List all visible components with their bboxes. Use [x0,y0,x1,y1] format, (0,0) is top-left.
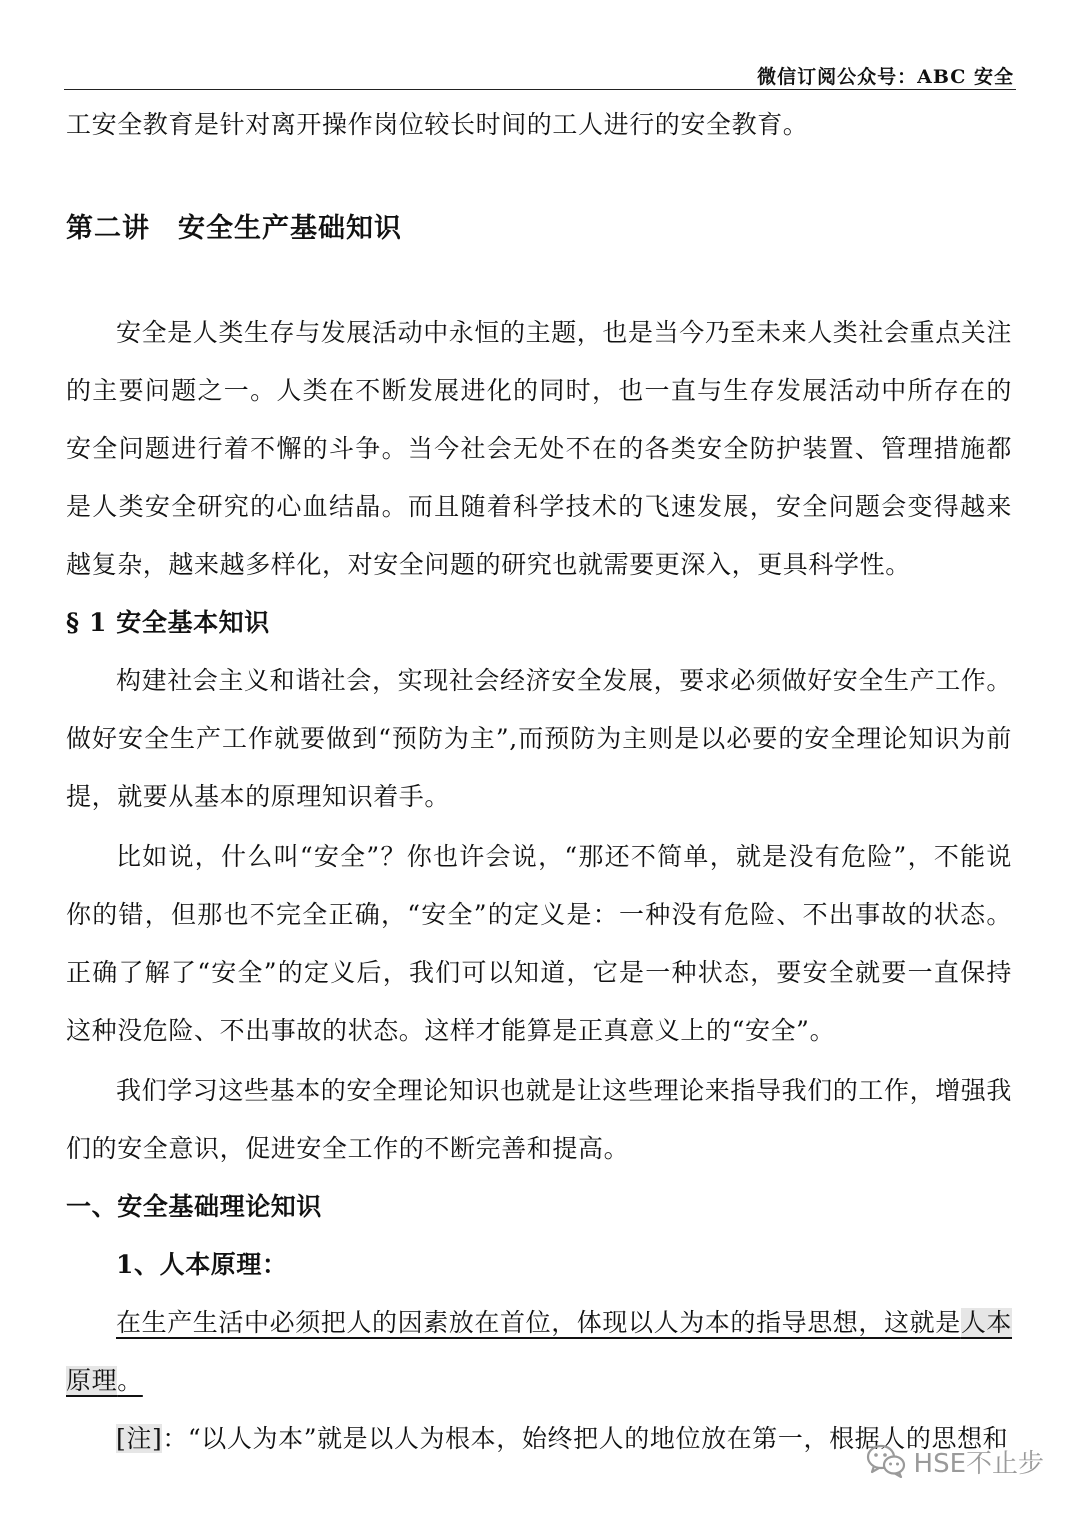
principle-text: 在生产生活中必须把人的因素放在首位，体现以人为本的指导思想，这就是 [116,1308,961,1337]
page-header: 微信订阅公众号：ABC 安全 [757,66,1014,88]
wechat-icon [866,1444,906,1478]
note-mark: [注] [116,1424,163,1453]
document-body [66,96,1012,1468]
principle-end: 。 [117,1366,143,1395]
section-title: § 1 安全基本知识 [66,608,270,637]
watermark-text: HSE不止步 [913,1448,1044,1479]
lecture-title [66,200,1012,258]
principle-highlight: 人本原理 [66,1308,1013,1395]
lecture-name: 安全生产基础知识 [178,213,402,244]
watermark [866,1441,1044,1481]
heading-basic-theory: 一、安全基础理论知识 [66,1192,323,1221]
intro-line: 工安全教育是针对离开操作岗位较长时间的工人进行的安全教育。 [66,110,809,139]
paragraph-safety-theme: 安全是人类生存与发展活动中永恒的主题，也是当今乃至未来人类社会重点关注的主要问题之一。人类在不断发展进化的同时，也一直与生存发展活动中所存在的安全问题进行着不懈的斗争。当今社会无处不在的各类安全防护装置、管理措施都是人类安全研究的心血结晶。而且随着科学技术的飞速发展，安全问题会变得越来越复杂，越来越多样化，对安全问题的研究也就需要更深入，更具科学性。 [66,318,1013,579]
header-divider [64,89,1016,90]
paragraph-learning: 我们学习这些基本的安全理论知识也就是让这些理论来指导我们的工作，增强我们的安全意识，促进安全工作的不断完善和提高。 [66,1076,1013,1163]
paragraph-definition: 比如说，什么叫“安全”？你也许会说，“那还不简单，就是没有危险”，不能说你的错，但那也不完全正确，“安全”的定义是：一种没有危险、不出事故的状态。正确了解了“安全”的定义后，我们可以知道，它是一种状态，要安全就要一直保持这种没危险、不出事故的状态。这样才能算是正真意义上的“安全”。 [66,842,1012,1045]
paragraph-harmony: 构建社会主义和谐社会，实现社会经济安全发展，要求必须做好安全生产工作。做好安全生产工作就要做到“预防为主”,而预防为主则是以必要的安全理论知识为前提，就要从基本的原理知识着手。 [66,666,1013,811]
subheading-human-principle: 1、人本原理： [116,1250,288,1279]
note-text: ：“以人为本”就是以人为根本，始终把人的地位放在第一，根据人的思想和 [162,1424,1009,1453]
paragraph-principle [66,1294,1012,1410]
lecture-number: 第二讲 [66,213,150,244]
